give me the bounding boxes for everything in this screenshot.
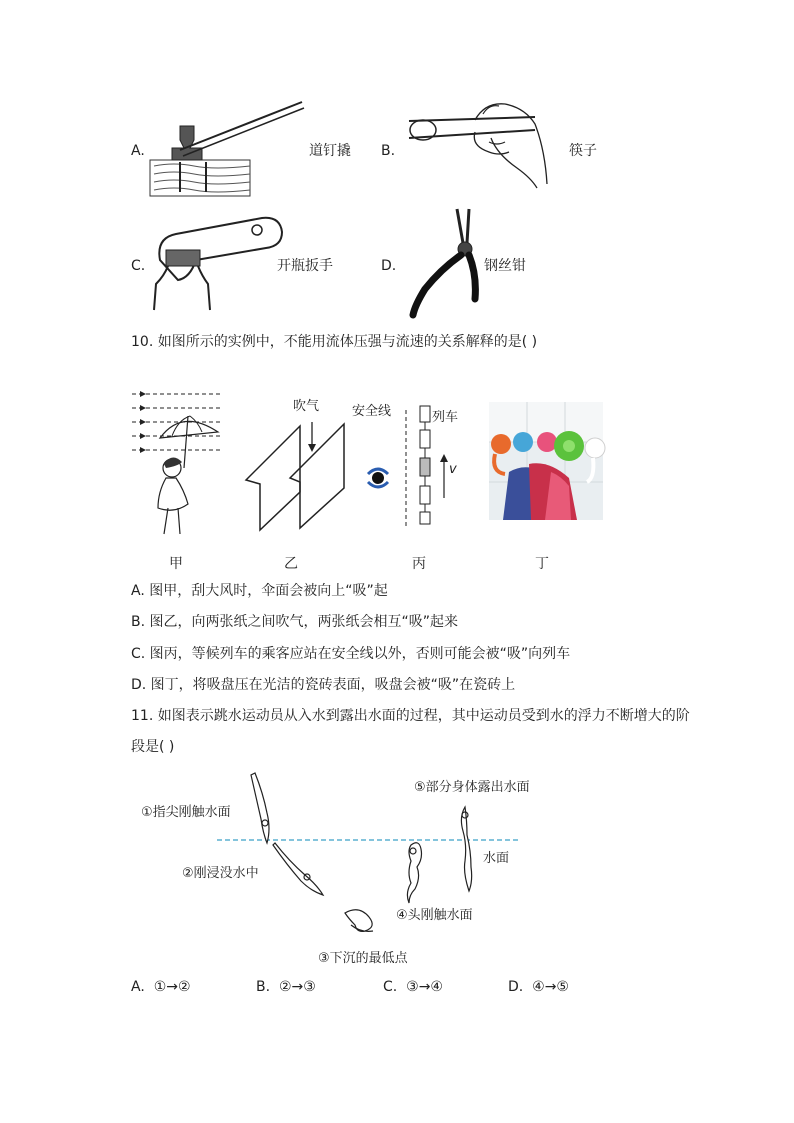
q10-option-b[interactable]: B. 图乙，向两张纸之间吹气，两张纸会相互“吸”起来 (131, 614, 459, 630)
stage-label-4: ④头刚触水面 (396, 908, 473, 923)
chopsticks-illustration (405, 100, 555, 195)
stage-label-5: ⑤部分身体露出水面 (414, 780, 530, 795)
figure-label-bing: 丙 (412, 556, 426, 572)
option-letter: B. (256, 979, 271, 995)
suction-hooks-photo (489, 402, 603, 520)
bottle-opener-illustration (150, 210, 280, 310)
figure-label-safety-line: 安全线 (352, 404, 392, 419)
pliers-illustration (405, 205, 485, 317)
stage-label-1: ①指尖刚触水面 (141, 805, 231, 820)
option-text: ③→④ (406, 979, 443, 995)
option-letter: A. (131, 979, 145, 995)
option-text: ①→② (153, 979, 191, 995)
two-papers-illustration (240, 400, 350, 530)
option-letter: C. (383, 979, 398, 995)
option-name: 钢丝钳 (484, 258, 526, 274)
figure-label-train: 列车 (432, 410, 459, 425)
stage-label-2: ②刚浸没水中 (182, 866, 259, 881)
q11-option-a[interactable] (131, 978, 191, 996)
option-name: 开瓶扳手 (277, 258, 333, 274)
figure-label-jia: 甲 (169, 556, 183, 572)
q10-option-c[interactable]: C. 图丙，等候列车的乘客应站在安全线以外，否则可能会被“吸”向列车 (131, 646, 571, 662)
question-11-stem-line1: 11. 如图表示跳水运动员从入水到露出水面的过程，其中运动员受到水的浮力不断增大的阶 (131, 708, 690, 724)
q10-option-a[interactable]: A. 图甲，刮大风时，伞面会被向上“吸”起 (131, 583, 388, 599)
option-letter: C. (131, 258, 146, 274)
q11-option-c[interactable] (383, 978, 443, 996)
option-letter: A. (131, 143, 145, 159)
option-name: 筷子 (569, 143, 597, 159)
option-name: 道钉撬 (309, 143, 351, 159)
q11-option-d[interactable] (508, 978, 569, 996)
stage-label-3: ③下沉的最低点 (318, 951, 408, 966)
figure-label-ding: 丁 (535, 556, 549, 572)
figure-label-velocity: v (449, 462, 457, 477)
question-10-stem: 10. 如图所示的实例中，不能用流体压强与流速的关系解释的是( ) (131, 334, 538, 350)
option-letter: D. (508, 979, 524, 995)
water-surface-label: 水面 (483, 851, 510, 866)
figure-label-yi: 乙 (284, 556, 298, 572)
girl-umbrella-illustration (128, 388, 228, 540)
spike-crowbar-illustration (150, 100, 310, 198)
option-text: ②→③ (278, 979, 316, 995)
figure-label-blow: 吹气 (293, 399, 320, 414)
question-11-stem-line2: 段是( ) (131, 739, 175, 755)
option-letter: D. (381, 258, 397, 274)
q10-option-d[interactable]: D. 图丁，将吸盘压在光洁的瓷砖表面，吸盘会被“吸”在瓷砖上 (131, 677, 516, 693)
option-letter: B. (381, 143, 396, 159)
q11-option-b[interactable] (256, 978, 316, 996)
option-text: ④→⑤ (532, 979, 569, 995)
